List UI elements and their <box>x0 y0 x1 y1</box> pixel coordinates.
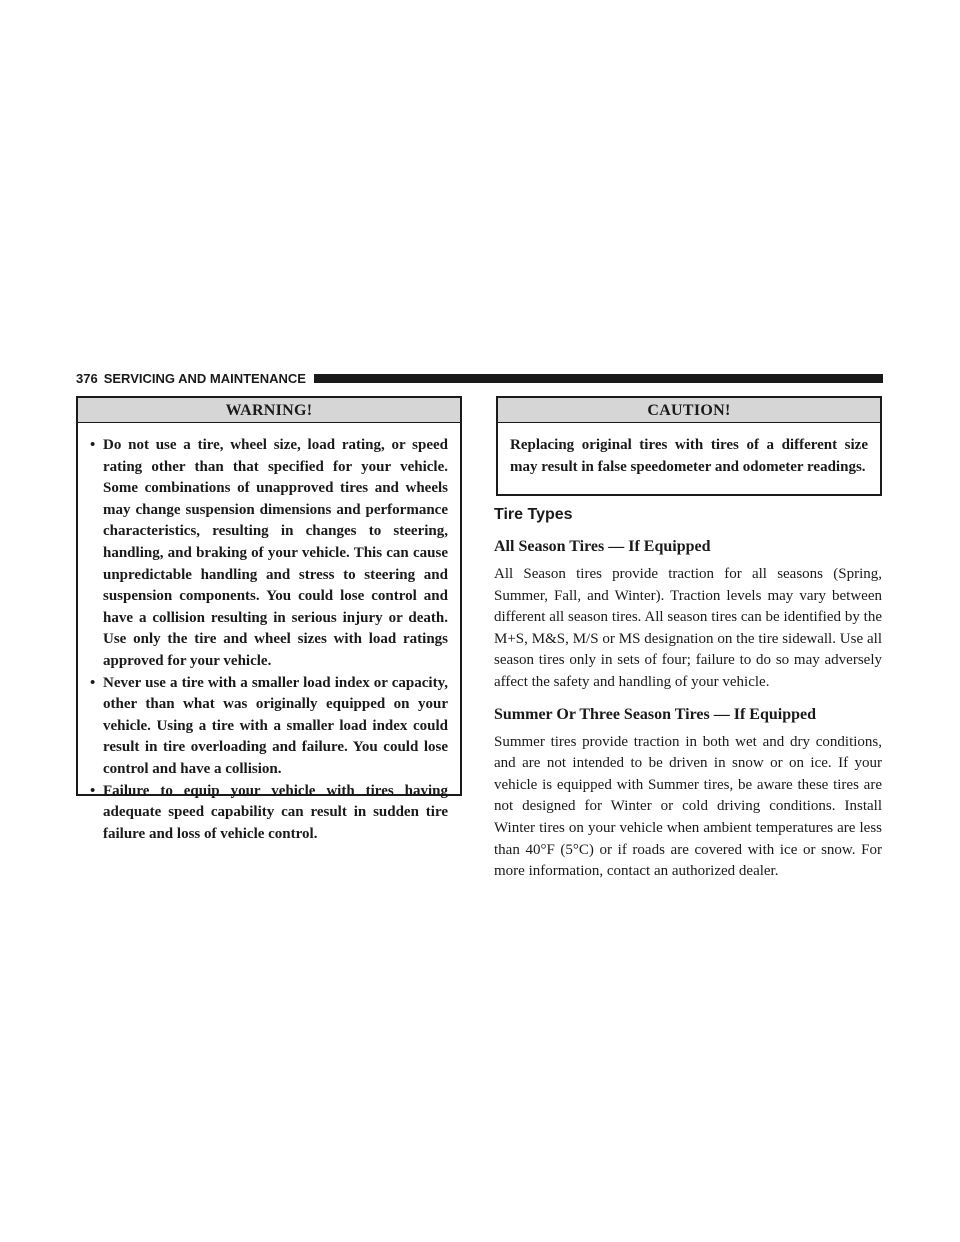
page-header <box>76 370 883 386</box>
tire-types-heading: Tire Types <box>494 506 573 523</box>
warning-item: • Failure to equip your vehicle with tires having adequate speed capability can result in sudden tire failure and loss of vehicle control. <box>90 781 448 846</box>
caution-box <box>496 396 882 496</box>
warning-item: • Do not use a tire, wheel size, load rating, or speed rating other than that specified for your vehicle. Some combinations of unapproved tires and wheels may change suspension dimensions and performance characteristics, resulting in changes to steering, handling, and braking of your vehicle. This can cause unpredictable handling and stress to steering and suspension components. You could lose control and have a collision resulting in serious injury or death. Use only the tire and wheel sizes with load ratings approved for your vehicle. <box>90 435 448 673</box>
section-title: SERVICING AND MAINTENANCE <box>103 370 306 386</box>
summer-text: Summer tires provide traction in both wet and dry conditions, and are not intended to be driven in snow or on ice. If your vehicle is equipped with Summer tires, be aware these tires are not designed for Winter or cold driving conditions. Install Winter tires on your vehicle when ambient temperatures are less than 40°F (5°C) or if roads are covered with ice or snow. For more information, contact an authorized dealer. <box>494 733 882 880</box>
header-rule <box>314 374 883 383</box>
page-number: 376 <box>76 370 98 386</box>
summer-heading: Summer Or Three Season Tires — If Equipped <box>494 705 816 723</box>
warning-list <box>78 423 460 845</box>
caution-text: Replacing original tires with tires of a different size may result in false speedometer and odometer readings. <box>510 437 868 475</box>
warning-box <box>76 396 462 842</box>
all-season-heading: All Season Tires — If Equipped <box>494 538 711 555</box>
caution-title: CAUTION! <box>498 398 880 423</box>
all-season-text: All Season tires provide traction for all seasons (Spring, Summer, Fall, and Winter). Traction levels may vary between different all season tires. All season tires can be identified by the M+S, M&S, M/S or MS designation on the tire sidewall. Use all season tires only in sets of four; failure to do so may adversely affect the safety and handling of your vehicle. <box>494 566 882 690</box>
warning-item: • Never use a tire with a smaller load index or capacity, other than what was originally equipped on your vehicle. Using a tire with a smaller load index could result in tire overloading and failure. You could lose control and have a collision. <box>90 673 448 781</box>
tire-types-section <box>494 500 882 883</box>
warning-title: WARNING! <box>78 398 460 423</box>
